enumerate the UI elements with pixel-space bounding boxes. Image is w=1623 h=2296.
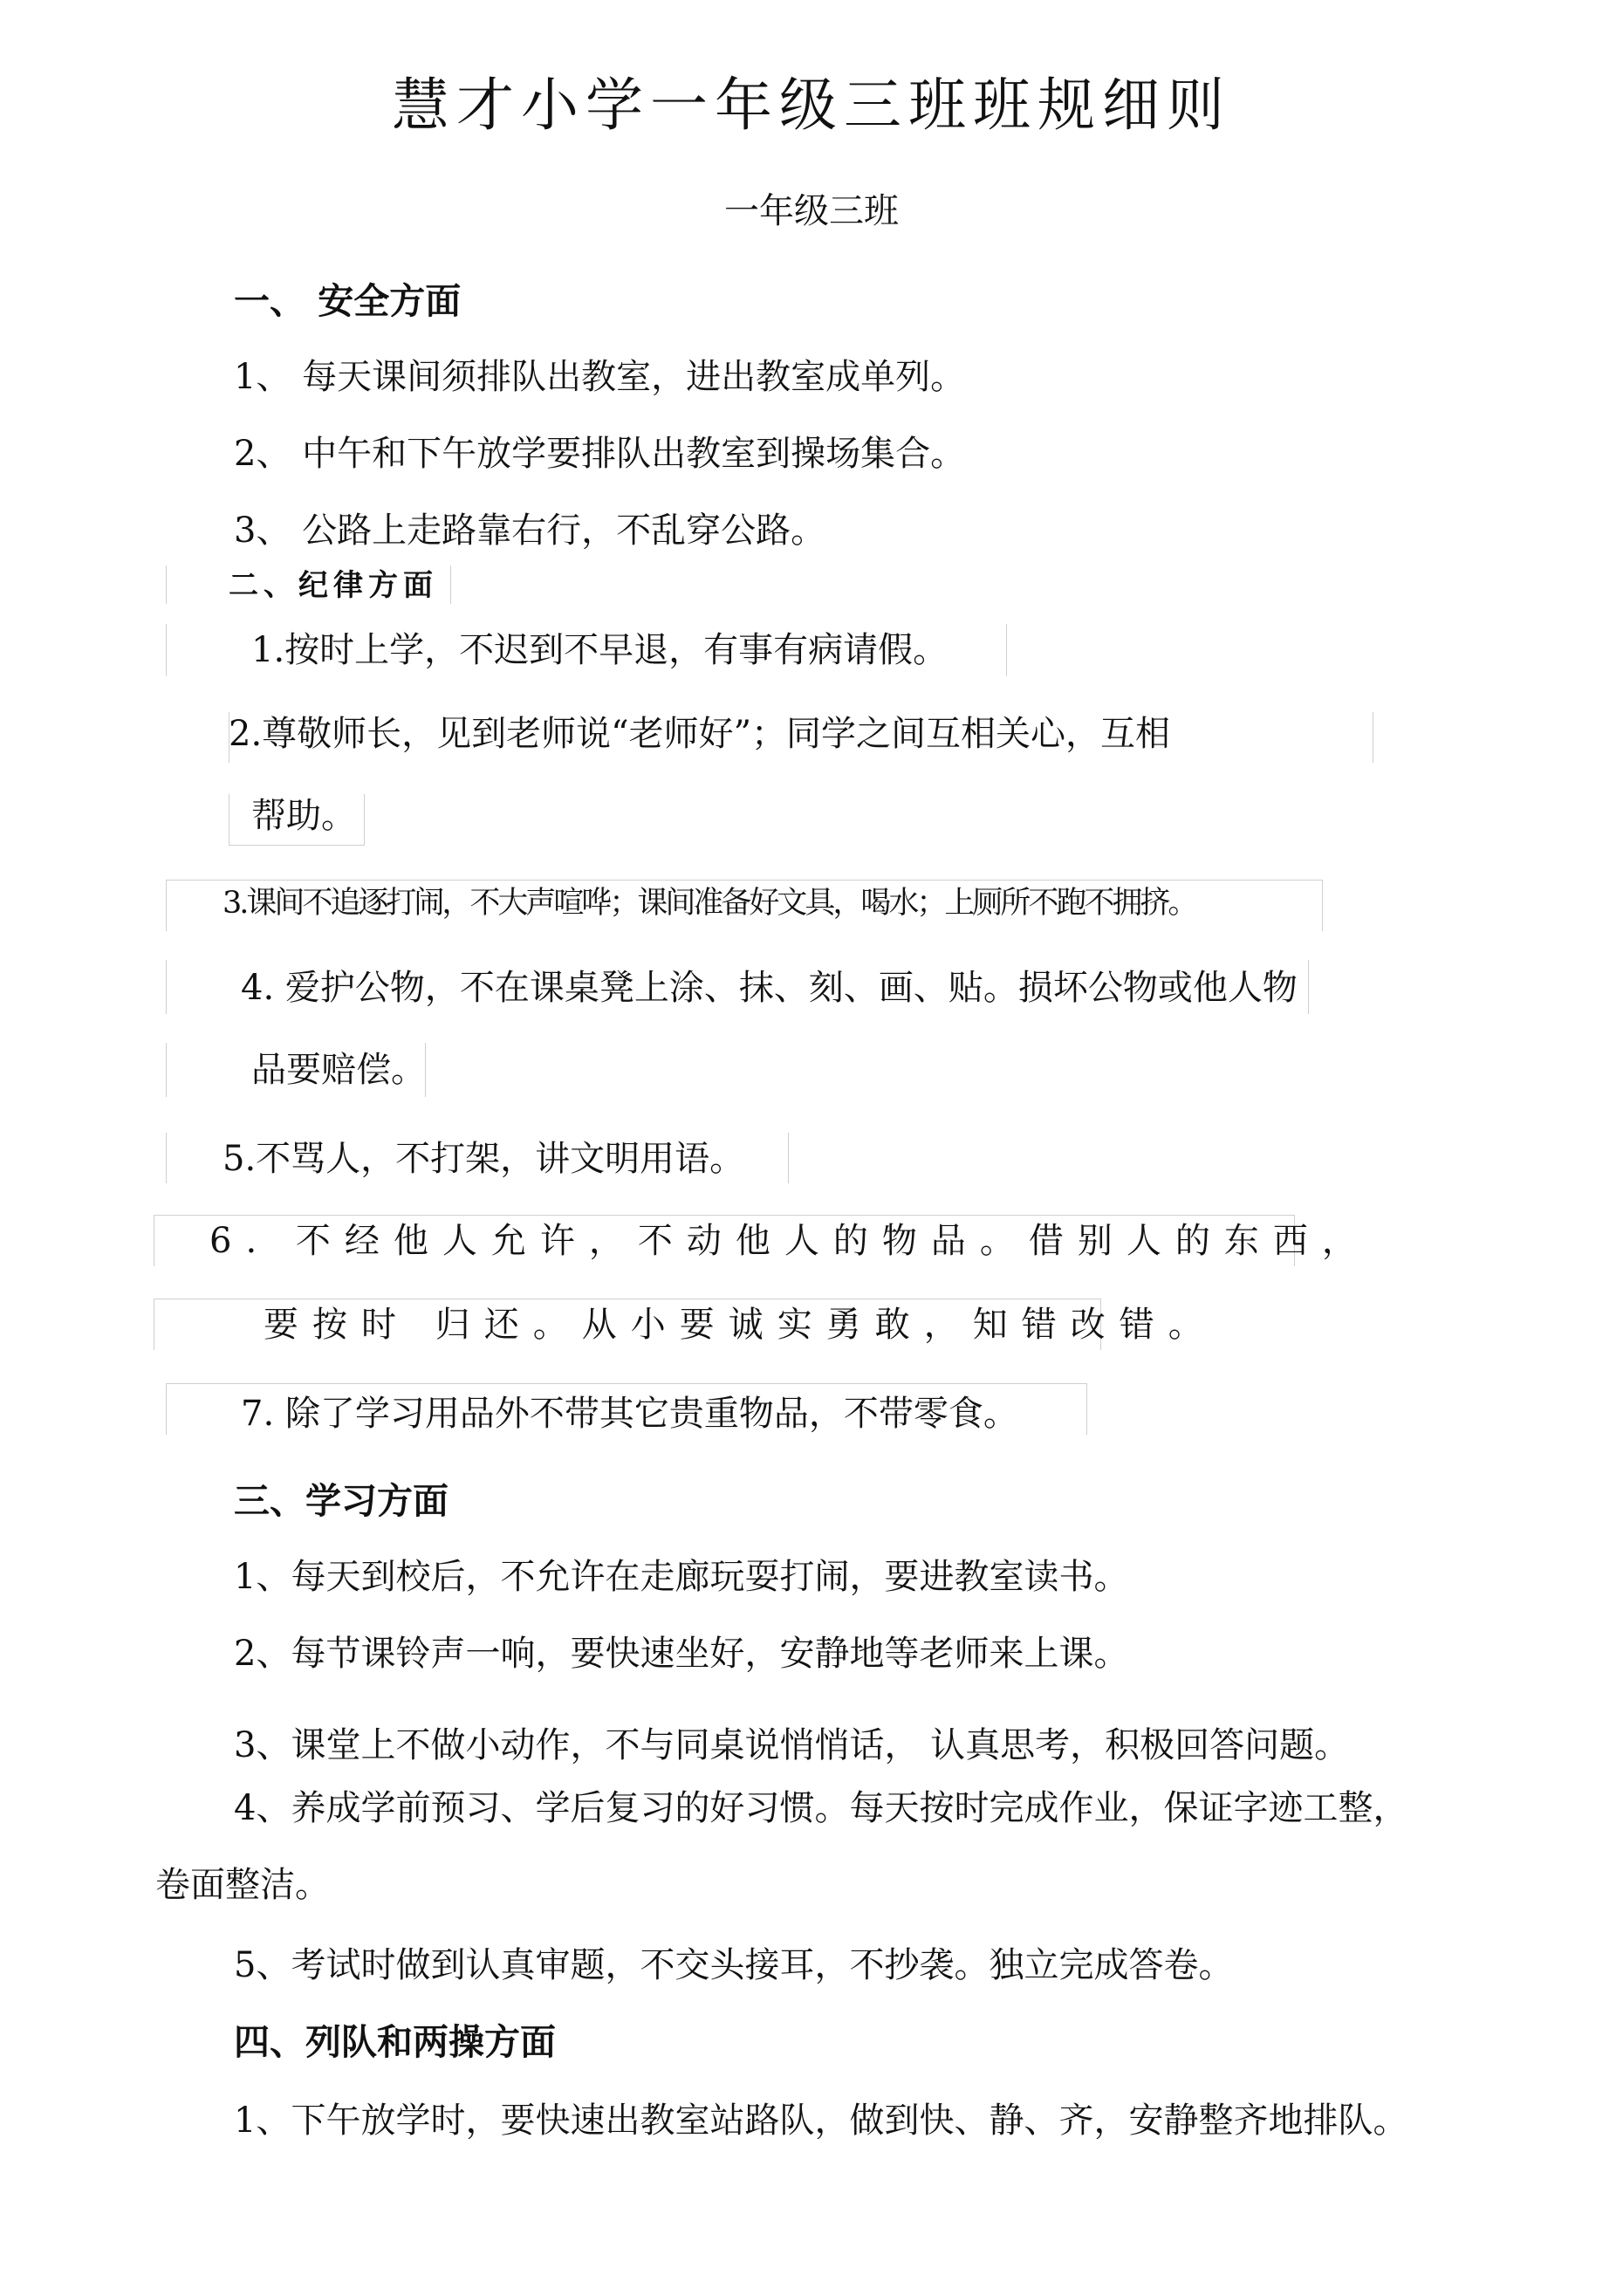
list-item: 2、 中午和下午放学要排队出教室到操场集合。	[234, 434, 966, 474]
list-item: 7. 除了学习用品外不带其它贵重物品，不带零食。	[241, 1394, 1018, 1434]
list-item: 5.不骂人，不打架，讲文明用语。	[223, 1139, 745, 1179]
section-heading-discipline: 二、纪律方面	[229, 568, 438, 603]
list-item: 3、课堂上不做小动作，不与同桌说悄悄话， 认真思考，积极回答问题。	[234, 1725, 1350, 1765]
section-heading-queue: 四、列队和两操方面	[234, 2021, 556, 2063]
list-item: 6. 不经他人允许，不动他人的物品。借别人的东西，	[209, 1221, 1371, 1261]
list-item: 帮助。	[251, 796, 356, 836]
list-item: 要按时 归还。从小要诚实勇敢，知错改错。	[264, 1305, 1217, 1345]
page-subtitle: 一年级三班	[724, 191, 899, 231]
list-item: 卷面整洁。	[155, 1865, 330, 1905]
list-item: 1.按时上学，不迟到不早退，有事有病请假。	[251, 630, 948, 670]
list-item: 品要赔偿。	[251, 1050, 426, 1090]
list-item: 1、下午放学时，要快速出教室站路队，做到快、静、齐，安静整齐地排队。	[234, 2101, 1408, 2141]
page-title: 慧才小学一年级三班班规细则	[392, 72, 1231, 139]
list-item: 1、 每天课间须排队出教室，进出教室成单列。	[234, 357, 966, 397]
list-item: 5、考试时做到认真审题，不交头接耳，不抄袭。独立完成答卷。	[234, 1945, 1234, 1985]
section-heading-study: 三、学习方面	[234, 1480, 449, 1522]
list-item: 1、每天到校后，不允许在走廊玩耍打闹，要进教室读书。	[234, 1557, 1129, 1597]
list-item: 2.尊敬师长，见到老师说“老师好”；同学之间互相关心，互相	[229, 714, 1171, 754]
list-item: 3.课间不追逐打闹，不大声喧哗；课间准备好文具，喝水；上厕所不跑不拥挤。	[223, 886, 1196, 921]
list-item: 3、 公路上走路靠右行，不乱穿公路。	[234, 511, 826, 551]
list-item: 2、每节课铃声一响，要快速坐好，安静地等老师来上课。	[234, 1634, 1129, 1674]
section-heading-safety: 一、 安全方面	[234, 280, 462, 322]
list-item: 4、养成学前预习、学后复习的好习惯。每天按时完成作业，保证字迹工整，	[234, 1788, 1408, 1828]
list-item: 4. 爱护公物，不在课桌凳上涂、抹、刻、画、贴。损坏公物或他人物	[241, 968, 1298, 1008]
